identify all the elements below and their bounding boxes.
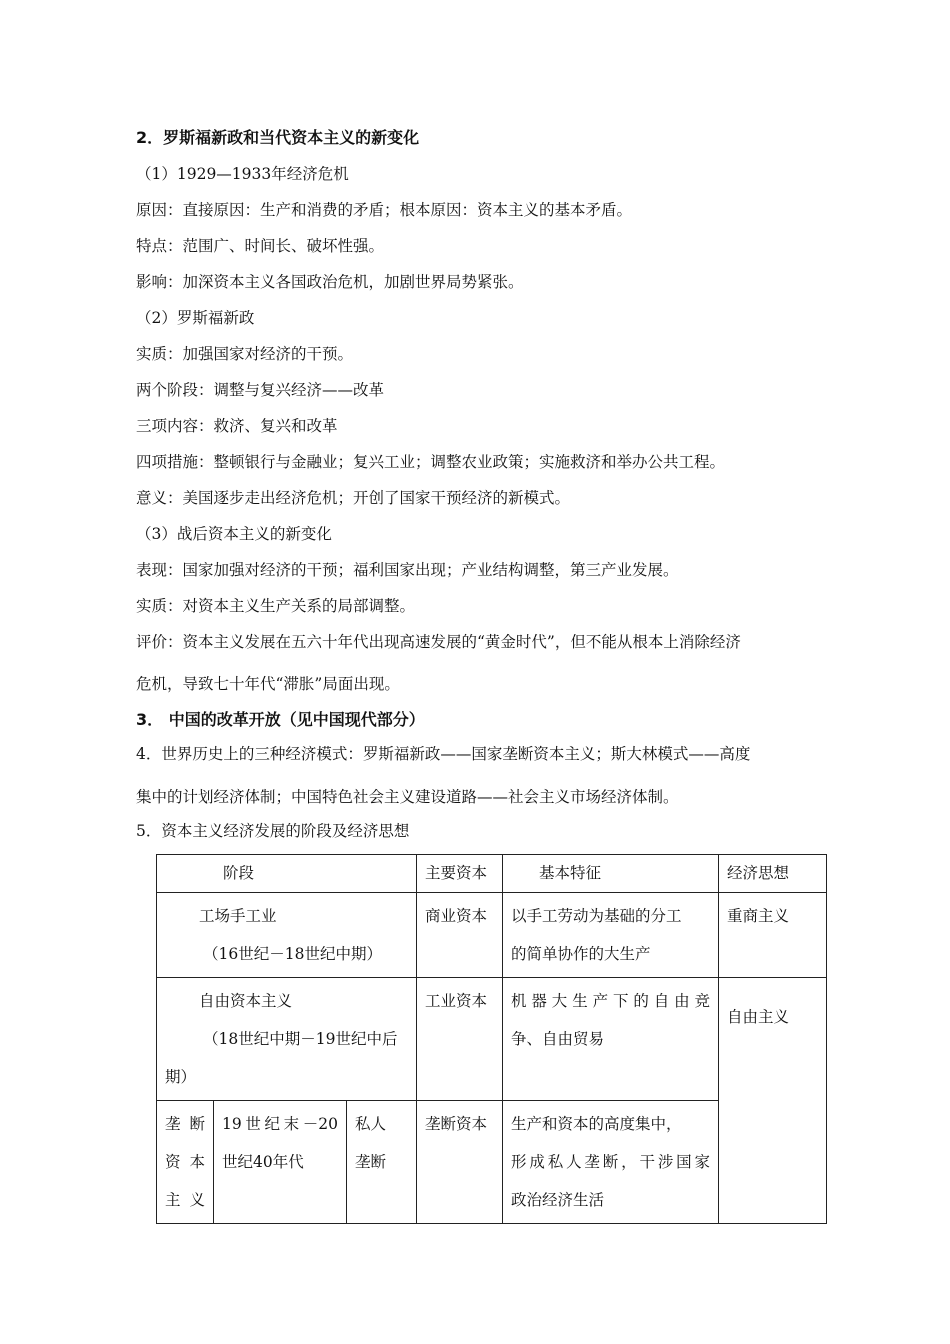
feature-monopoly xyxy=(503,1101,719,1224)
stage-monopoly xyxy=(157,1101,214,1224)
stage-free-period-end: 期） xyxy=(165,1068,197,1086)
feature-workshop-line2: 的简单协作的大生产 xyxy=(511,945,651,963)
new-deal-stages: 两个阶段：调整与复兴经济——改革 xyxy=(136,381,385,399)
feature-monopoly-line3: 政治经济生活 xyxy=(511,1191,605,1209)
thought-mercantilism: 重商主义 xyxy=(719,893,827,978)
economic-stages-table xyxy=(156,854,827,1224)
feature-monopoly-line2: 形成私人垄断，干涉国家 xyxy=(511,1153,711,1171)
stage-monopoly-line1: 垄断 xyxy=(165,1115,205,1133)
stage-monopoly-line3: 主义 xyxy=(165,1191,205,1209)
stage-free-name: 自由资本主义 xyxy=(199,992,293,1010)
type-private-line1: 私人 xyxy=(355,1115,387,1133)
section-4-line1: 4．世界历史上的三种经济模式：罗斯福新政——国家垄断资本主义；斯大林模式——高度 xyxy=(136,745,751,763)
postwar-evaluation-line2: 危机，导致七十年代“滞胀”局面出现。 xyxy=(136,675,400,693)
postwar-essence: 实质：对资本主义生产关系的局部调整。 xyxy=(136,597,416,615)
postwar-evaluation-line1: 评价：资本主义发展在五六十年代出现高速发展的“黄金时代”，但不能从根本上消除经济 xyxy=(136,633,741,651)
header-thought: 经济思想 xyxy=(719,855,827,893)
header-stage: 阶段 xyxy=(157,855,417,893)
new-deal-contents: 三项内容：救济、复兴和改革 xyxy=(136,417,338,435)
crisis-feature: 特点：范围广、时间长、破坏性强。 xyxy=(136,237,385,255)
period-monopoly xyxy=(214,1101,347,1224)
feature-monopoly-line1: 生产和资本的高度集中， xyxy=(511,1115,682,1133)
feature-free xyxy=(503,978,719,1101)
header-capital: 主要资本 xyxy=(417,855,503,893)
type-private-monopoly xyxy=(347,1101,417,1224)
header-feature: 基本特征 xyxy=(503,855,719,893)
capital-industrial: 工业资本 xyxy=(417,978,503,1101)
stage-workshop-period: （16世纪－18世纪中期） xyxy=(203,945,382,963)
postwar-show: 表现：国家加强对经济的干预；福利国家出现；产业结构调整，第三产业发展。 xyxy=(136,561,679,579)
stage-free-period: （18世纪中期－19世纪中后 xyxy=(203,1030,398,1048)
section-2-2-title: （2）罗斯福新政 xyxy=(136,309,255,327)
section-3-title: 3． 中国的改革开放（见中国现代部分） xyxy=(136,710,425,729)
crisis-reason: 原因：直接原因：生产和消费的矛盾；根本原因：资本主义的基本矛盾。 xyxy=(136,201,633,219)
new-deal-measures: 四项措施：整顿银行与金融业；复兴工业；调整农业政策；实施救济和举办公共工程。 xyxy=(136,453,726,471)
table-row xyxy=(157,978,827,1101)
feature-free-line1: 机器大生产下的自由竞 xyxy=(511,992,711,1010)
type-private-line2: 垄断 xyxy=(355,1153,387,1171)
feature-workshop xyxy=(503,893,719,978)
capital-commercial: 商业资本 xyxy=(417,893,503,978)
table-header-row xyxy=(157,855,827,893)
capital-monopoly: 垄断资本 xyxy=(417,1101,503,1224)
section-4-line2: 集中的计划经济体制；中国特色社会主义建设道路——社会主义市场经济体制。 xyxy=(136,788,679,806)
new-deal-essence: 实质：加强国家对经济的干预。 xyxy=(136,345,354,363)
period-monopoly-line2: 世纪40年代 xyxy=(222,1153,304,1171)
stage-workshop xyxy=(157,893,417,978)
crisis-impact: 影响：加深资本主义各国政治危机，加剧世界局势紧张。 xyxy=(136,273,524,291)
stage-workshop-name: 工场手工业 xyxy=(199,907,277,925)
stage-monopoly-line2: 资本 xyxy=(165,1153,205,1171)
new-deal-meaning: 意义：美国逐步走出经济危机；开创了国家干预经济的新模式。 xyxy=(136,489,571,507)
feature-workshop-line1: 以手工劳动为基础的分工 xyxy=(511,907,682,925)
section-2-3-title: （3）战后资本主义的新变化 xyxy=(136,525,332,543)
table-row xyxy=(157,893,827,978)
period-monopoly-line1: 19世纪末－20 xyxy=(222,1115,338,1133)
thought-liberalism: 自由主义 xyxy=(719,978,827,1224)
section-2-1-title: （1）1929—1933年经济危机 xyxy=(136,165,349,183)
stage-free-capitalism xyxy=(157,978,417,1101)
section-5-title: 5．资本主义经济发展的阶段及经济思想 xyxy=(136,822,410,840)
feature-free-line2: 争、自由贸易 xyxy=(511,1030,605,1048)
section-2-title: 2．罗斯福新政和当代资本主义的新变化 xyxy=(136,128,420,147)
